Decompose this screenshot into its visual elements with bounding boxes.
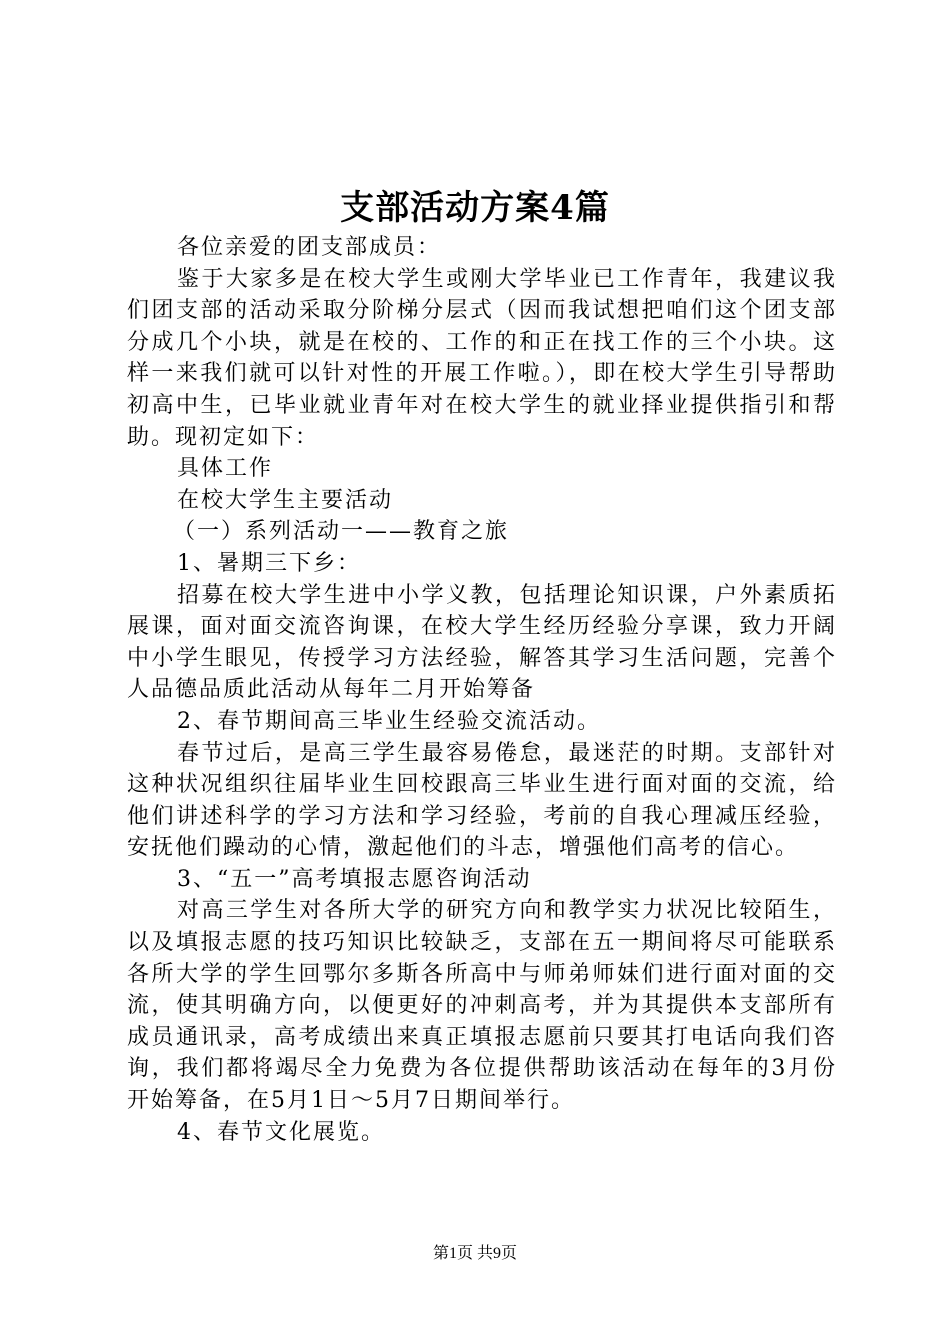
document-title: 支部活动方案4篇 xyxy=(340,188,610,228)
section-heading: 在校大学生主要活动 xyxy=(177,487,394,513)
item-heading: 3、“五一”高考填报志愿咨询活动 xyxy=(177,866,532,892)
section-heading: 具体工作 xyxy=(177,456,274,482)
document-body xyxy=(127,232,837,1148)
item-heading: 1、暑期三下乡： xyxy=(177,550,361,576)
body-paragraph: 招募在校大学生进中小学义教，包括理论知识课，户外素质拓展课，面对面交流咨询课，在校大学生经历经验分享课，致力开阔中小学生眼见，传授学习方法经验，解答其学习生活问题，完善个人品德品质此活动从每年二月开始筹备 xyxy=(127,582,837,703)
greeting-paragraph: 各位亲爱的团支部成员： xyxy=(177,235,442,260)
intro-paragraph: 鉴于大家多是在校大学生或刚大学毕业已工作青年，我建议我们团支部的活动采取分阶梯分层式（因而我试想把咱们这个团支部分成几个小块，就是在校的、工作的和正在找工作的三个小块。这样一来我们就可以针对性的开展工作啦。），即在校大学生引导帮助初高中生，已毕业就业青年对在校大学生的就业择业提供指引和帮助。现初定如下： xyxy=(127,266,837,450)
item-heading: 2、春节期间高三毕业生经验交流活动。 xyxy=(177,708,601,734)
body-paragraph: 对高三学生对各所大学的研究方向和教学实力状况比较陌生，以及填报志愿的技巧知识比较缺乏，支部在五一期间将尽可能联系各所大学的学生回鄂尔多斯各所高中与师弟师妹们进行面对面的交流，使其明确方向，以便更好的冲刺高考，并为其提供本支部所有成员通讯录，高考成绩出来真正填报志愿前只要其打电话向我们咨询，我们都将竭尽全力免费为各位提供帮助该活动在每年的3月份开始筹备，在5月1日～5月7日期间举行。 xyxy=(127,898,837,1114)
subsection-heading: （一）系列活动一——教育之旅 xyxy=(173,519,510,545)
page-number: 第1页 共9页 xyxy=(432,1245,517,1262)
body-paragraph: 春节过后，是高三学生最容易倦怠，最迷茫的时期。支部针对这种状况组织往届毕业生回校跟高三毕业生进行面对面的交流，给他们讲述科学的学习方法和学习经验，考前的自我心理减压经验，安抚他们躁动的心情，激起他们的斗志，增强他们高考的信心。 xyxy=(127,740,837,861)
item-heading: 4、春节文化展览。 xyxy=(177,1119,385,1145)
